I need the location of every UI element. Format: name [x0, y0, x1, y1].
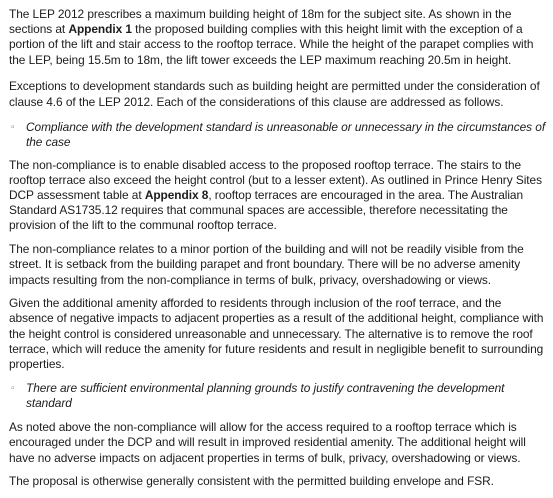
noncompliance-text-end: , rooftop terraces are encouraged in the area. The Australian Standard AS1735.12 requires that communal spaces are accessible, therefore necessitating the provision of the lift to the communal rooftop terrace. [9, 188, 524, 233]
minor-portion-paragraph: The non-compliance relates to a minor portion of the building and will not be readily visible from the street. It is setback from the building parapet and front boundary. There will be no adverse amenity impacts resulting from the non-compliance in terms of bulk, privacy, overshadowing or views. [9, 242, 524, 287]
criterion-2-text: There are sufficient environmental planning grounds to justify contravening the development standard [26, 380, 505, 410]
intro-paragraph [9, 7, 547, 68]
criterion-2-heading [9, 381, 547, 411]
bullet-icon: ▫ [11, 382, 15, 394]
conclusion-paragraph: The proposal is otherwise generally consistent with the permitted building envelope and FSR. [9, 474, 494, 489]
as-noted-paragraph: As noted above the non-compliance will allow for the access required to a rooftop terrace which is encouraged under the DCP and will result in improved residential amenity. The additional height will have no adverse impacts on adjacent properties in terms of bulk, privacy, overshadowing or views. [9, 420, 526, 465]
noncompliance-text-start: The non-compliance is to enable disabled access to the proposed rooftop terrace. The stairs to the rooftop terrace also exceed the height control (but to a lesser extent). As outlined in Prince Henry Sites DCP assessment table at [9, 157, 542, 203]
bullet-icon: ▫ [11, 121, 15, 133]
intro-text-end: the proposed building complies with this height limit with the exception of a portion of the lift and stair access to the rooftop terrace. While the height of the parapet complies with the LEP, being 15.5m to 18m, the lift tower exceeds the LEP maximum reaching 20.5m in height. [9, 22, 534, 67]
criterion-1-text: Compliance with the development standard is unreasonable or unnecessary in the circumstances of the case [26, 119, 546, 149]
exceptions-paragraph: Exceptions to development standards such as building height are permitted under the consideration of clause 4.6 of the LEP 2012. Each of the considerations of this clause are addressed as follows. [9, 79, 540, 109]
document-page [9, 7, 547, 498]
appendix-8-reference: Appendix 8 [144, 188, 209, 203]
criterion-1-heading [9, 120, 547, 150]
appendix-1-reference: Appendix 1 [68, 22, 132, 37]
noncompliance-purpose-paragraph [9, 158, 547, 234]
additional-amenity-paragraph: Given the additional amenity afforded to residents through inclusion of the roof terrace, and the absence of negative impacts to adjacent properties as a result of the additional height, compliance with the height control is considered unreasonable and unnecessary. The alternative is to remove the roof terrace, which will reduce the amenity for future residents and result in negligible benefit to surrounding properties. [9, 296, 544, 372]
intro-text-start: The LEP 2012 prescribes a maximum building height of 18m for the subject site. As shown in the sections at [9, 7, 512, 37]
